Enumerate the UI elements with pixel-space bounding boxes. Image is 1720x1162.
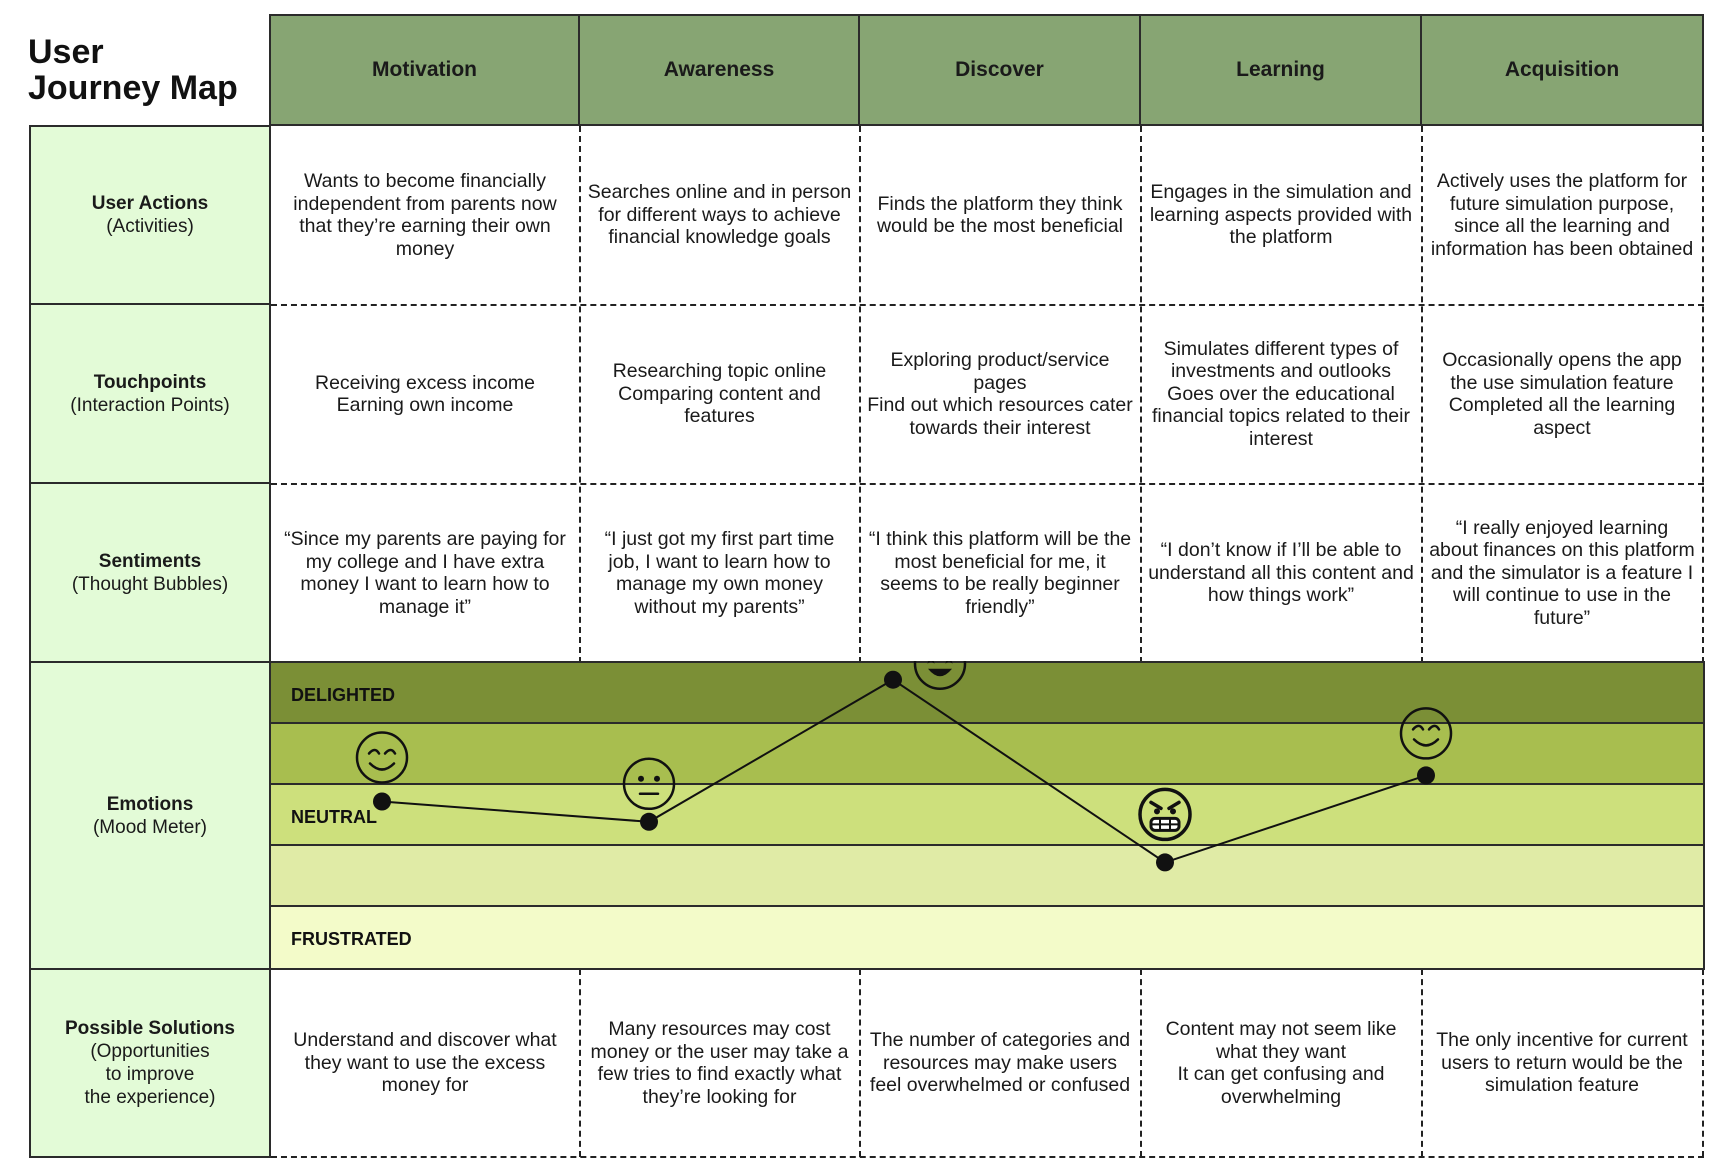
right-border (1702, 126, 1704, 663)
touchpoints-cell-motivation: Receiving excess income Earning own income (314, 371, 535, 416)
row-header-user-actions (29, 125, 271, 305)
touchpoints-cell-awareness: Researching topic online Comparing content and features (612, 360, 827, 428)
band-happy (270, 723, 1704, 784)
sentiments-cell-awareness: “I just got my first part time job, I want to learn how to manage my own money without my parents” (604, 528, 835, 618)
row-subtitle: (Mood Meter) (92, 816, 208, 838)
title-line-2: Journey Map (28, 69, 238, 107)
title-line-1: User (28, 33, 104, 71)
row-header-sentiments (29, 482, 271, 663)
row-title: Sentiments (98, 550, 202, 572)
touchpoints-cell-learning: Simulates different types of investments and outlooks Goes over the educational financial topics related to their interest (1152, 337, 1410, 450)
mood-point-awareness (640, 813, 658, 831)
row-title: Emotions (106, 793, 194, 815)
level-label-frustrated: FRUSTRATED (291, 929, 412, 949)
touchpoints-cell-discover: Exploring product/service pages Find out which resources cater towards their interest (867, 349, 1133, 439)
stage-header-discover: Discover (858, 14, 1141, 126)
stage-header-motivation: Motivation (269, 14, 580, 126)
solutions-cell-acquisition: The only incentive for current users to return would be the simulation feature (1436, 1029, 1688, 1097)
row-subtitle: (Thought Bubbles) (71, 573, 229, 595)
stage-header-awareness: Awareness (578, 14, 860, 126)
mood-meter-chart (269, 661, 1705, 971)
mood-point-learning (1156, 853, 1174, 871)
band-frustrated (270, 906, 1704, 968)
stage-header-acquisition: Acquisition (1420, 14, 1704, 126)
level-label-neutral: NEUTRAL (291, 807, 377, 827)
sentiments-cell-learning: “I don’t know if I’ll be able to understand all this content and how things work” (1148, 539, 1414, 607)
sentiments-cell-motivation: “Since my parents are paying for my college and I have extra money I want to learn how to manage it” (284, 528, 566, 618)
band-unhappy (270, 845, 1704, 906)
row-title: User Actions (91, 193, 209, 214)
sentiments-cell-acquisition: “I really enjoyed learning about finances on this platform and the simulator is a feature I will continue to use in the future” (1429, 516, 1695, 629)
mood-point-motivation (373, 793, 391, 811)
touchpoints-cell-acquisition: Occasionally opens the app the use simulation feature Completed all the learning aspect (1442, 349, 1682, 439)
level-label-delighted: DELIGHTED (291, 685, 396, 705)
stage-header-learning: Learning (1139, 14, 1422, 126)
row-title: Possible Solutions (65, 1018, 235, 1039)
page-title (28, 34, 238, 106)
mood-point-acquisition (1417, 766, 1435, 784)
row-header-emotions (29, 661, 271, 970)
row-subtitle: (Interaction Points) (70, 394, 230, 416)
solutions-cell-learning: Content may not seem like what they want It can get confusing and overwhelming (1165, 1018, 1397, 1108)
actions-cell-motivation: Wants to become financially independent from parents now that they’re earning their own money (293, 170, 557, 260)
mood-point-discover (884, 671, 902, 689)
row-title: Touchpoints (93, 371, 207, 393)
right-border (1702, 969, 1704, 1157)
actions-cell-awareness: Searches online and in person for different ways to achieve financial knowledge goals (587, 181, 852, 249)
actions-cell-acquisition: Actively uses the platform for future simulation purpose, since all the learning and information has been obtained (1430, 170, 1694, 260)
sentiments-cell-discover: “I think this platform will be the most beneficial for me, it seems to be really beginner friendly” (868, 528, 1132, 618)
solutions-cell-motivation: Understand and discover what they want to use the excess money for (293, 1029, 557, 1097)
solutions-cell-awareness: Many resources may cost money or the user may take a few tries to find exactly what they’re looking for (590, 1018, 849, 1108)
row-divider (271, 1156, 1704, 1158)
band-neutral (270, 784, 1704, 845)
actions-cell-learning: Engages in the simulation and learning aspects provided with the platform (1149, 181, 1413, 249)
row-subtitle: (Activities) (106, 216, 194, 237)
actions-cell-discover: Finds the platform they think would be the most beneficial (876, 192, 1124, 237)
row-subtitle: (Opportunities to improve the experience) (84, 1041, 216, 1108)
row-header-solutions (29, 968, 271, 1158)
row-header-touchpoints (29, 303, 271, 484)
band-delighted (270, 662, 1704, 723)
solutions-cell-discover: The number of categories and resources may make users feel overwhelmed or confused (869, 1029, 1131, 1097)
